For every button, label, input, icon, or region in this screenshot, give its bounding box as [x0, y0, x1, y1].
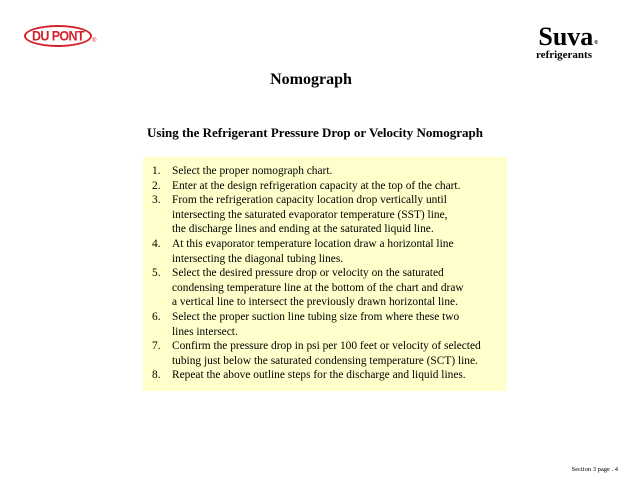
step-item: [152, 368, 507, 383]
dupont-registered-mark: ®: [92, 38, 97, 44]
step-number: 7.: [152, 340, 161, 353]
step-number: 5.: [152, 267, 161, 280]
step-text-line: intersecting the saturated evaporator temperature (SST) line,: [172, 208, 448, 221]
step-text: [172, 266, 464, 310]
step-item: [152, 164, 507, 179]
dupont-logo-oval: [24, 25, 92, 47]
steps-box: [143, 157, 507, 391]
step-text: [172, 368, 466, 383]
step-number: 4.: [152, 237, 161, 250]
page-title-container: [0, 70, 638, 90]
step-number: 3.: [152, 194, 161, 207]
step-text-line: Select the proper suction line tubing size from where these two: [172, 310, 460, 323]
step-text-line: At this evaporator temperature location draw a horizontal line: [172, 237, 454, 250]
step-text-line: Select the proper nomograph chart.: [172, 165, 333, 177]
step-number: 1.: [152, 165, 161, 177]
dupont-logo: [24, 25, 98, 49]
suva-tagline: refrigerants: [536, 49, 592, 61]
step-text-line: the discharge lines and ending at the saturated liquid line.: [172, 223, 434, 236]
step-text-line: intersecting the diagonal tubing lines.: [172, 252, 344, 265]
step-text: [172, 179, 460, 194]
step-item: [152, 266, 507, 310]
step-item: [152, 179, 507, 194]
step-text-line: lines intersect.: [172, 325, 238, 338]
step-text: [172, 193, 447, 237]
step-item: [152, 193, 507, 237]
step-text-line: Select the desired pressure drop or velocity on the saturated: [172, 267, 444, 280]
step-text-line: condensing temperature line at the bottom of the chart and draw: [172, 281, 464, 294]
step-number: 8.: [152, 369, 161, 382]
suva-registered-mark: ®: [594, 40, 598, 46]
step-number: 6.: [152, 310, 161, 323]
step-text: [172, 164, 332, 179]
suva-brand-name: [538, 23, 598, 51]
steps-list: [152, 164, 507, 383]
section-subtitle: Using the Refrigerant Pressure Drop or Velocity Nomograph: [147, 125, 483, 140]
step-text: [172, 339, 481, 368]
step-text: [172, 310, 459, 339]
step-text-line: Repeat the above outline steps for the discharge and liquid lines.: [172, 369, 466, 382]
suva-logo: [526, 23, 598, 61]
step-item: [152, 237, 507, 266]
page-footer: Section 3 page . 4: [571, 466, 618, 473]
suva-brand-text: Suva: [538, 22, 594, 51]
step-text-line: Enter at the design refrigeration capacity at the top of the chart.: [172, 179, 461, 192]
step-item: [152, 310, 507, 339]
step-text-line: Confirm the pressure drop in psi per 100 feet or velocity of selected: [172, 340, 481, 353]
dupont-logo-text: DU PONT: [31, 27, 85, 44]
step-text-line: From the refrigeration capacity location drop vertically until: [172, 194, 447, 207]
step-text-line: tubing just below the saturated condensing temperature (SCT) line.: [172, 354, 478, 367]
step-item: [152, 339, 507, 368]
page-title: Nomograph: [270, 71, 352, 88]
step-text-line: a vertical line to intersect the previously drawn horizontal line.: [172, 296, 458, 309]
step-text: [172, 237, 454, 266]
step-number: 2.: [152, 179, 161, 192]
